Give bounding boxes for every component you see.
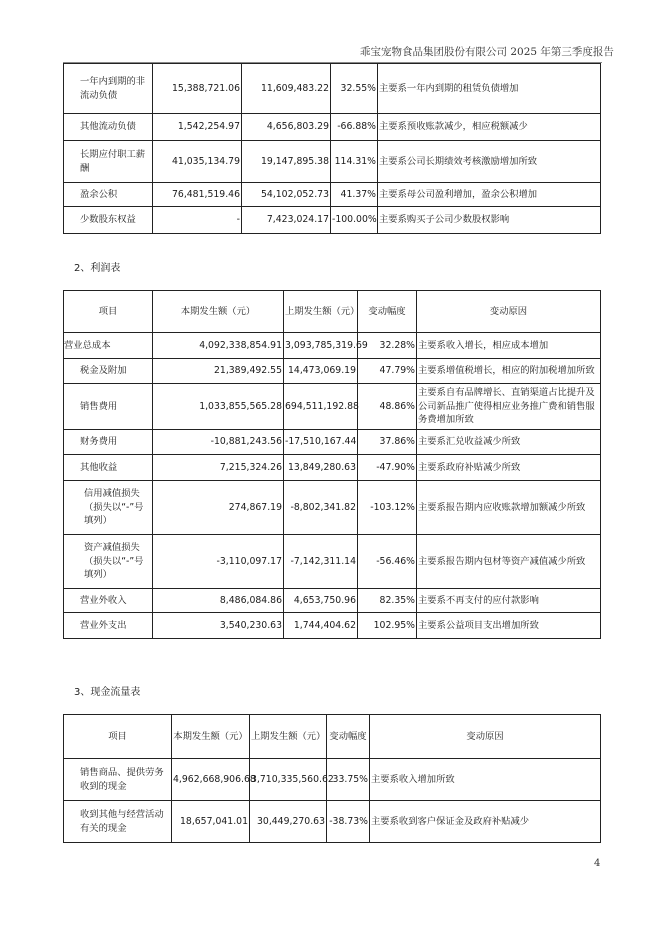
table-row — [64, 183, 601, 207]
row-prior-value: 7,423,024.17 — [242, 207, 331, 234]
header-current: 本期发生额（元） — [153, 291, 284, 333]
table-row — [64, 589, 601, 613]
row-item: 信用减值损失（损失以“-”号填列） — [64, 481, 153, 535]
row-prior: 4,653,750.96 — [284, 589, 358, 613]
row-change: 82.35% — [358, 589, 417, 613]
row-prior: 30,449,270.63 — [250, 801, 327, 843]
table-header-row — [64, 291, 601, 333]
row-prior-value: 4,656,803.29 — [242, 114, 331, 141]
row-change: 32.28% — [358, 333, 417, 359]
table-row — [64, 359, 601, 384]
row-reason: 主要系一年内到期的租赁负债增加 — [378, 64, 601, 114]
row-change: 33.75% — [327, 759, 370, 801]
row-change: -56.46% — [358, 535, 417, 589]
table-row — [64, 384, 601, 430]
row-prior: -7,142,311.14 — [284, 535, 358, 589]
cash-flow-title: 3、现金流量表 — [74, 687, 141, 698]
header-reason: 变动原因 — [370, 715, 601, 759]
table-row — [64, 759, 601, 801]
row-reason: 主要系报告期内包材等资产减值减少所致 — [417, 535, 601, 589]
header-prior: 上期发生额（元） — [284, 291, 358, 333]
row-current: 3,540,230.63 — [153, 613, 284, 639]
row-current-value: 15,388,721.06 — [153, 64, 242, 114]
row-item: 财务费用 — [64, 430, 153, 455]
table-row — [64, 430, 601, 455]
row-prior-value: 11,609,483.22 — [242, 64, 331, 114]
row-prior: 3,710,335,560.62 — [250, 759, 327, 801]
row-reason: 主要系公益项目支出增加所致 — [417, 613, 601, 639]
row-prior: 1,744,404.62 — [284, 613, 358, 639]
row-item: 税金及附加 — [64, 359, 153, 384]
row-current-value: - — [153, 207, 242, 234]
row-item: 资产减值损失（损失以“-”号填列） — [64, 535, 153, 589]
row-prior: 3,093,785,319.69 — [284, 333, 358, 359]
row-item: 少数股东权益 — [64, 207, 153, 234]
header-change: 变动幅度 — [358, 291, 417, 333]
row-current: 1,033,855,565.28 — [153, 384, 284, 430]
row-reason: 主要系收入增加所致 — [370, 759, 601, 801]
row-item: 销售费用 — [64, 384, 153, 430]
row-change: -66.88% — [331, 114, 378, 141]
header-reason: 变动原因 — [417, 291, 601, 333]
table-row — [64, 64, 601, 114]
row-current: -3,110,097.17 — [153, 535, 284, 589]
row-change: 114.31% — [331, 141, 378, 183]
row-change: 47.79% — [358, 359, 417, 384]
income-statement-title: 2、利润表 — [74, 263, 121, 274]
row-change: -38.73% — [327, 801, 370, 843]
row-prior: 694,511,192.88 — [284, 384, 358, 430]
row-item: 销售商品、提供劳务收到的现金 — [64, 759, 172, 801]
row-item: 营业总成本 — [64, 333, 153, 359]
row-change: -103.12% — [358, 481, 417, 535]
row-change: 102.95% — [358, 613, 417, 639]
row-prior: 14,473,069.19 — [284, 359, 358, 384]
row-prior: 13,849,280.63 — [284, 455, 358, 481]
table-row — [64, 333, 601, 359]
row-reason: 主要系增值税增长，相应的附加税增加所致 — [417, 359, 601, 384]
row-reason: 主要系汇兑收益减少所致 — [417, 430, 601, 455]
header-prior: 上期发生额（元） — [250, 715, 327, 759]
row-item: 其他收益 — [64, 455, 153, 481]
row-item: 其他流动负债 — [64, 114, 153, 141]
row-reason: 主要系预收账款减少，相应税额减少 — [378, 114, 601, 141]
row-current: 8,486,084.86 — [153, 589, 284, 613]
header-change: 变动幅度 — [327, 715, 370, 759]
row-reason: 主要系收到客户保证金及政府补贴减少 — [370, 801, 601, 843]
table-row — [64, 114, 601, 141]
row-change: -47.90% — [358, 455, 417, 481]
row-reason: 主要系不再支付的应付款影响 — [417, 589, 601, 613]
report-header: 乖宝宠物食品集团股份有限公司 2025 年第三季度报告 — [360, 46, 614, 58]
row-item: 营业外支出 — [64, 613, 153, 639]
row-item: 盈余公积 — [64, 183, 153, 207]
table-row — [64, 801, 601, 843]
header-item: 项目 — [64, 715, 172, 759]
header-current: 本期发生额（元） — [172, 715, 250, 759]
table-row — [64, 613, 601, 639]
row-change: 37.86% — [358, 430, 417, 455]
table-header-row — [64, 715, 601, 759]
row-reason: 主要系政府补贴减少所致 — [417, 455, 601, 481]
row-item: 一年内到期的非流动负债 — [64, 64, 153, 114]
row-change: 41.37% — [331, 183, 378, 207]
header-item: 项目 — [64, 291, 153, 333]
row-item: 营业外收入 — [64, 589, 153, 613]
row-item: 收到其他与经营活动有关的现金 — [64, 801, 172, 843]
row-current: 4,962,668,906.68 — [172, 759, 250, 801]
row-current-value: 1,542,254.97 — [153, 114, 242, 141]
row-prior: -17,510,167.44 — [284, 430, 358, 455]
row-current-value: 41,035,134.79 — [153, 141, 242, 183]
row-current: 7,215,324.26 — [153, 455, 284, 481]
table-row — [64, 207, 601, 234]
row-current: 4,092,338,854.91 — [153, 333, 284, 359]
row-current: -10,881,243.56 — [153, 430, 284, 455]
table-row — [64, 455, 601, 481]
row-prior-value: 54,102,052.73 — [242, 183, 331, 207]
row-current: 21,389,492.55 — [153, 359, 284, 384]
row-reason: 主要系自有品牌增长、直销渠道占比提升及公司新品推广使得相应业务推广费和销售服务费增加所致 — [417, 384, 601, 430]
row-reason: 主要系母公司盈利增加，盈余公积增加 — [378, 183, 601, 207]
table-row — [64, 535, 601, 589]
row-current-value: 76,481,519.46 — [153, 183, 242, 207]
table-row — [64, 481, 601, 535]
row-reason: 主要系公司长期绩效考核激励增加所致 — [378, 141, 601, 183]
row-change: 32.55% — [331, 64, 378, 114]
row-current: 18,657,041.01 — [172, 801, 250, 843]
row-reason: 主要系收入增长，相应成本增加 — [417, 333, 601, 359]
balance-sheet-table — [63, 63, 601, 234]
row-change: 48.86% — [358, 384, 417, 430]
table-row — [64, 141, 601, 183]
page-number: 4 — [594, 858, 601, 869]
row-item: 长期应付职工薪酬 — [64, 141, 153, 183]
income-statement-table — [63, 290, 601, 639]
row-reason: 主要系购买子公司少数股权影响 — [378, 207, 601, 234]
row-change: -100.00% — [331, 207, 378, 234]
row-reason: 主要系报告期内应收账款增加额减少所致 — [417, 481, 601, 535]
cash-flow-table — [63, 714, 601, 843]
row-current: 274,867.19 — [153, 481, 284, 535]
row-prior: -8,802,341.82 — [284, 481, 358, 535]
row-prior-value: 19,147,895.38 — [242, 141, 331, 183]
